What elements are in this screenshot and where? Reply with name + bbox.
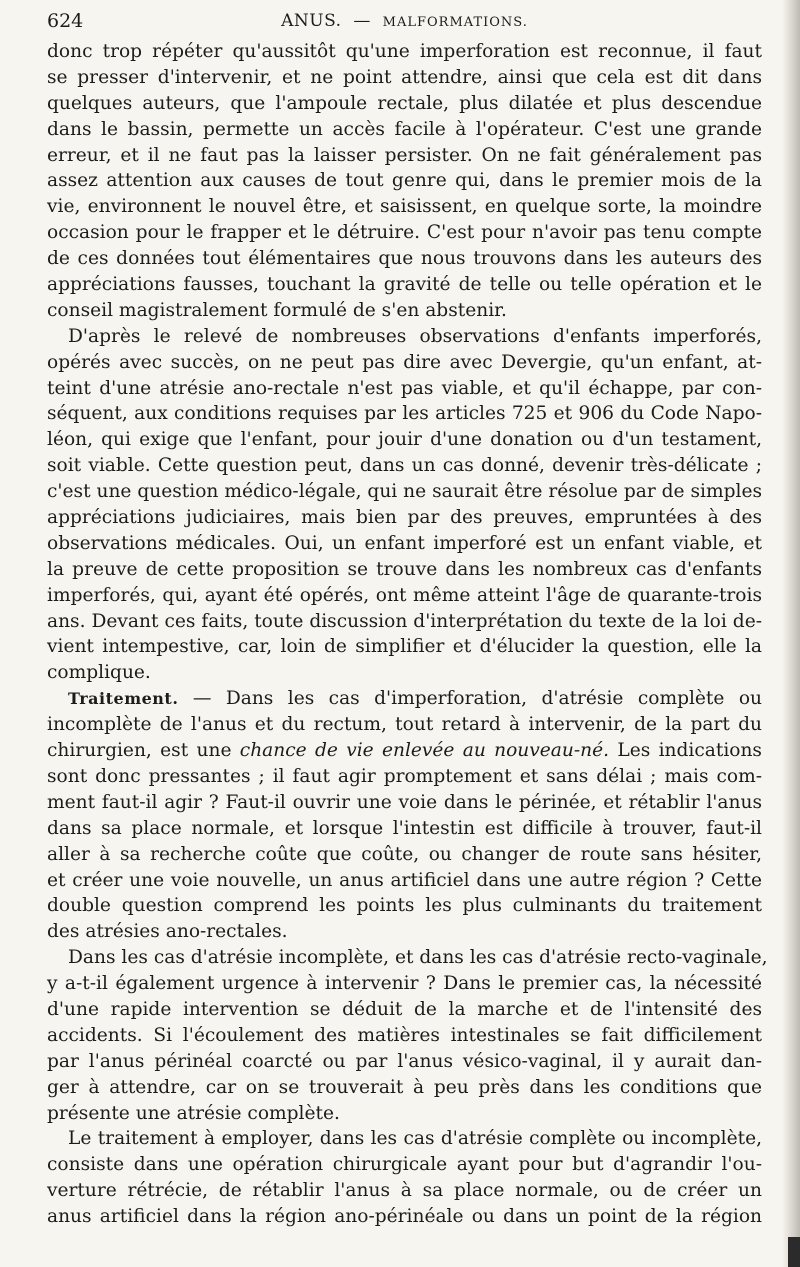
text-line: de ces données tout élémentaires que nous trouvons dans les auteurs des xyxy=(47,248,762,270)
text-line: teint d'une atrésie ano-rectale n'est pas viable, et qu'il échappe, par con- xyxy=(47,377,762,399)
text-fragment: chirurgien, est une xyxy=(47,740,232,762)
text-line: double question comprend les points les plus culminants du traitement xyxy=(47,895,762,917)
body-text xyxy=(47,39,768,1230)
page-number: 624 xyxy=(47,10,84,32)
text-line: opérés avec succès, on ne peut pas dire avec Devergie, qu'un enfant, at- xyxy=(47,351,762,373)
text-line: soit viable. Cette question peut, dans un cas donné, devenir très-délicate ; xyxy=(47,455,762,477)
text-line: donc trop répéter qu'aussitôt qu'une imperforation est reconnue, il faut xyxy=(47,41,762,62)
text-line: Le traitement à employer, dans les cas d'atrésie complète ou incomplète, xyxy=(68,1128,762,1150)
text-fragment: Les indications xyxy=(617,740,762,762)
running-head-sub: MALFORMATIONS. xyxy=(382,15,528,30)
traitement-italic-line xyxy=(47,738,762,764)
text-line: observations médicales. Oui, un enfant imperforé est un enfant viable, et xyxy=(47,532,762,554)
text-line: quelques auteurs, que l'ampoule rectale, plus dilatée et plus descendue xyxy=(47,92,762,114)
text-line: appréciations fausses, touchant la gravité de telle ou telle opération et le xyxy=(47,274,762,296)
text-line: verture rétrécie, de rétablir l'anus à sa place normale, ou de créer un xyxy=(47,1180,762,1202)
text-line: D'après le relevé de nombreuses observations d'enfants imperforés, xyxy=(68,325,762,347)
text-line: incomplète de l'anus et du rectum, tout retard à intervenir, de la part du xyxy=(47,714,762,736)
text-line: ger à attendre, car on se trouverait à peu près dans les conditions que xyxy=(47,1076,762,1098)
text-line: appréciations judiciaires, mais bien par des preuves, empruntées à des xyxy=(47,507,762,529)
text-line: et créer une voie nouvelle, un anus artificiel dans une autre région ? Cette xyxy=(47,869,762,891)
text-line: présente une atrésie complète. xyxy=(47,1102,340,1124)
text-line: c'est une question médico-légale, qui ne saurait être résolue par de simples xyxy=(47,481,762,503)
text-line: occasion pour le frapper et le détruire. C'est pour n'avoir pas tenu compte xyxy=(47,222,762,244)
text-line: dans sa place normale, et lorsque l'intestin est difficile à trouver, faut-il xyxy=(47,817,762,839)
text-line: par l'anus périnéal coarcté ou par l'anus vésico-vaginal, il y aurait dan- xyxy=(47,1050,762,1072)
text-line: dans le bassin, permette un accès facile à l'opérateur. C'est une grande xyxy=(47,118,762,140)
text-line: léon, qui exige que l'enfant, pour jouir d'une donation ou d'un testament, xyxy=(47,429,762,451)
running-head-main: ANUS. xyxy=(281,11,342,31)
scan-corner-mark xyxy=(788,1237,800,1267)
text-line: vie, environnent le nouvel être, et saisissent, en quelque sorte, la moindre xyxy=(47,196,762,218)
italic-phrase: chance de vie enlevée au nouveau-né. xyxy=(239,740,610,762)
running-head xyxy=(47,11,762,31)
text-line: anus artificiel dans la région ano-périnéale ou dans un point de la région xyxy=(47,1206,762,1228)
text-line: ment faut-il agir ? Faut-il ouvrir une voie dans le périnée, et rétablir l'anus xyxy=(47,791,762,813)
running-head-separator: — xyxy=(353,11,371,31)
text-line: erreur, et il ne faut pas la laisser persister. On ne fait généralement pas xyxy=(47,144,762,166)
traitement-first-line-text: — Dans les cas d'imperforation, d'atrésie complète ou xyxy=(192,688,762,710)
text-line: accidents. Si l'écoulement des matières intestinales se fait difficilement xyxy=(47,1024,762,1046)
text-line: aller à sa recherche coûte que coûte, ou changer de route sans hésiter, xyxy=(47,843,762,865)
text-line: la preuve de cette proposition se trouve dans les nombreux cas d'enfants xyxy=(47,558,762,580)
text-line: des atrésies ano-rectales. xyxy=(47,921,288,943)
text-line: imperforés, qui, ayant été opérés, ont même atteint l'âge de quarante-trois xyxy=(47,584,762,606)
page-edge-shadow xyxy=(782,0,800,1267)
text-line: ans. Devant ces faits, toute discussion d'interprétation du texte de la loi de- xyxy=(47,610,762,632)
text-line: y a-t-il également urgence à intervenir ? Dans le premier cas, la nécessité xyxy=(47,973,762,995)
text-line: assez attention aux causes de tout genre qui, dans le premier mois de la xyxy=(47,170,762,192)
text-line: vient intempestive, car, loin de simplifier et d'élucider la question, elle la xyxy=(47,636,762,658)
text-line: consiste dans une opération chirurgicale ayant pour but d'agrandir l'ou- xyxy=(47,1154,762,1176)
text-line: conseil magistralement formulé de s'en abstenir. xyxy=(47,299,507,321)
text-line: complique. xyxy=(47,662,151,684)
text-line: séquent, aux conditions requises par les articles 725 et 906 du Code Napo- xyxy=(47,403,762,425)
text-line: se presser d'intervenir, et ne point attendre, ainsi que cela est dit dans xyxy=(47,66,762,88)
section-heading-traitement: Traitement. xyxy=(68,689,179,709)
text-line: d'une rapide intervention se déduit de la marche et de l'intensité des xyxy=(47,998,762,1020)
page-header xyxy=(47,10,762,36)
text-line: sont donc pressantes ; il faut agir promptement et sans délai ; mais com- xyxy=(47,765,762,787)
traitement-first-line xyxy=(47,686,762,712)
text-line: Dans les cas d'atrésie incomplète, et dans les cas d'atrésie recto-vaginale, xyxy=(68,947,768,969)
